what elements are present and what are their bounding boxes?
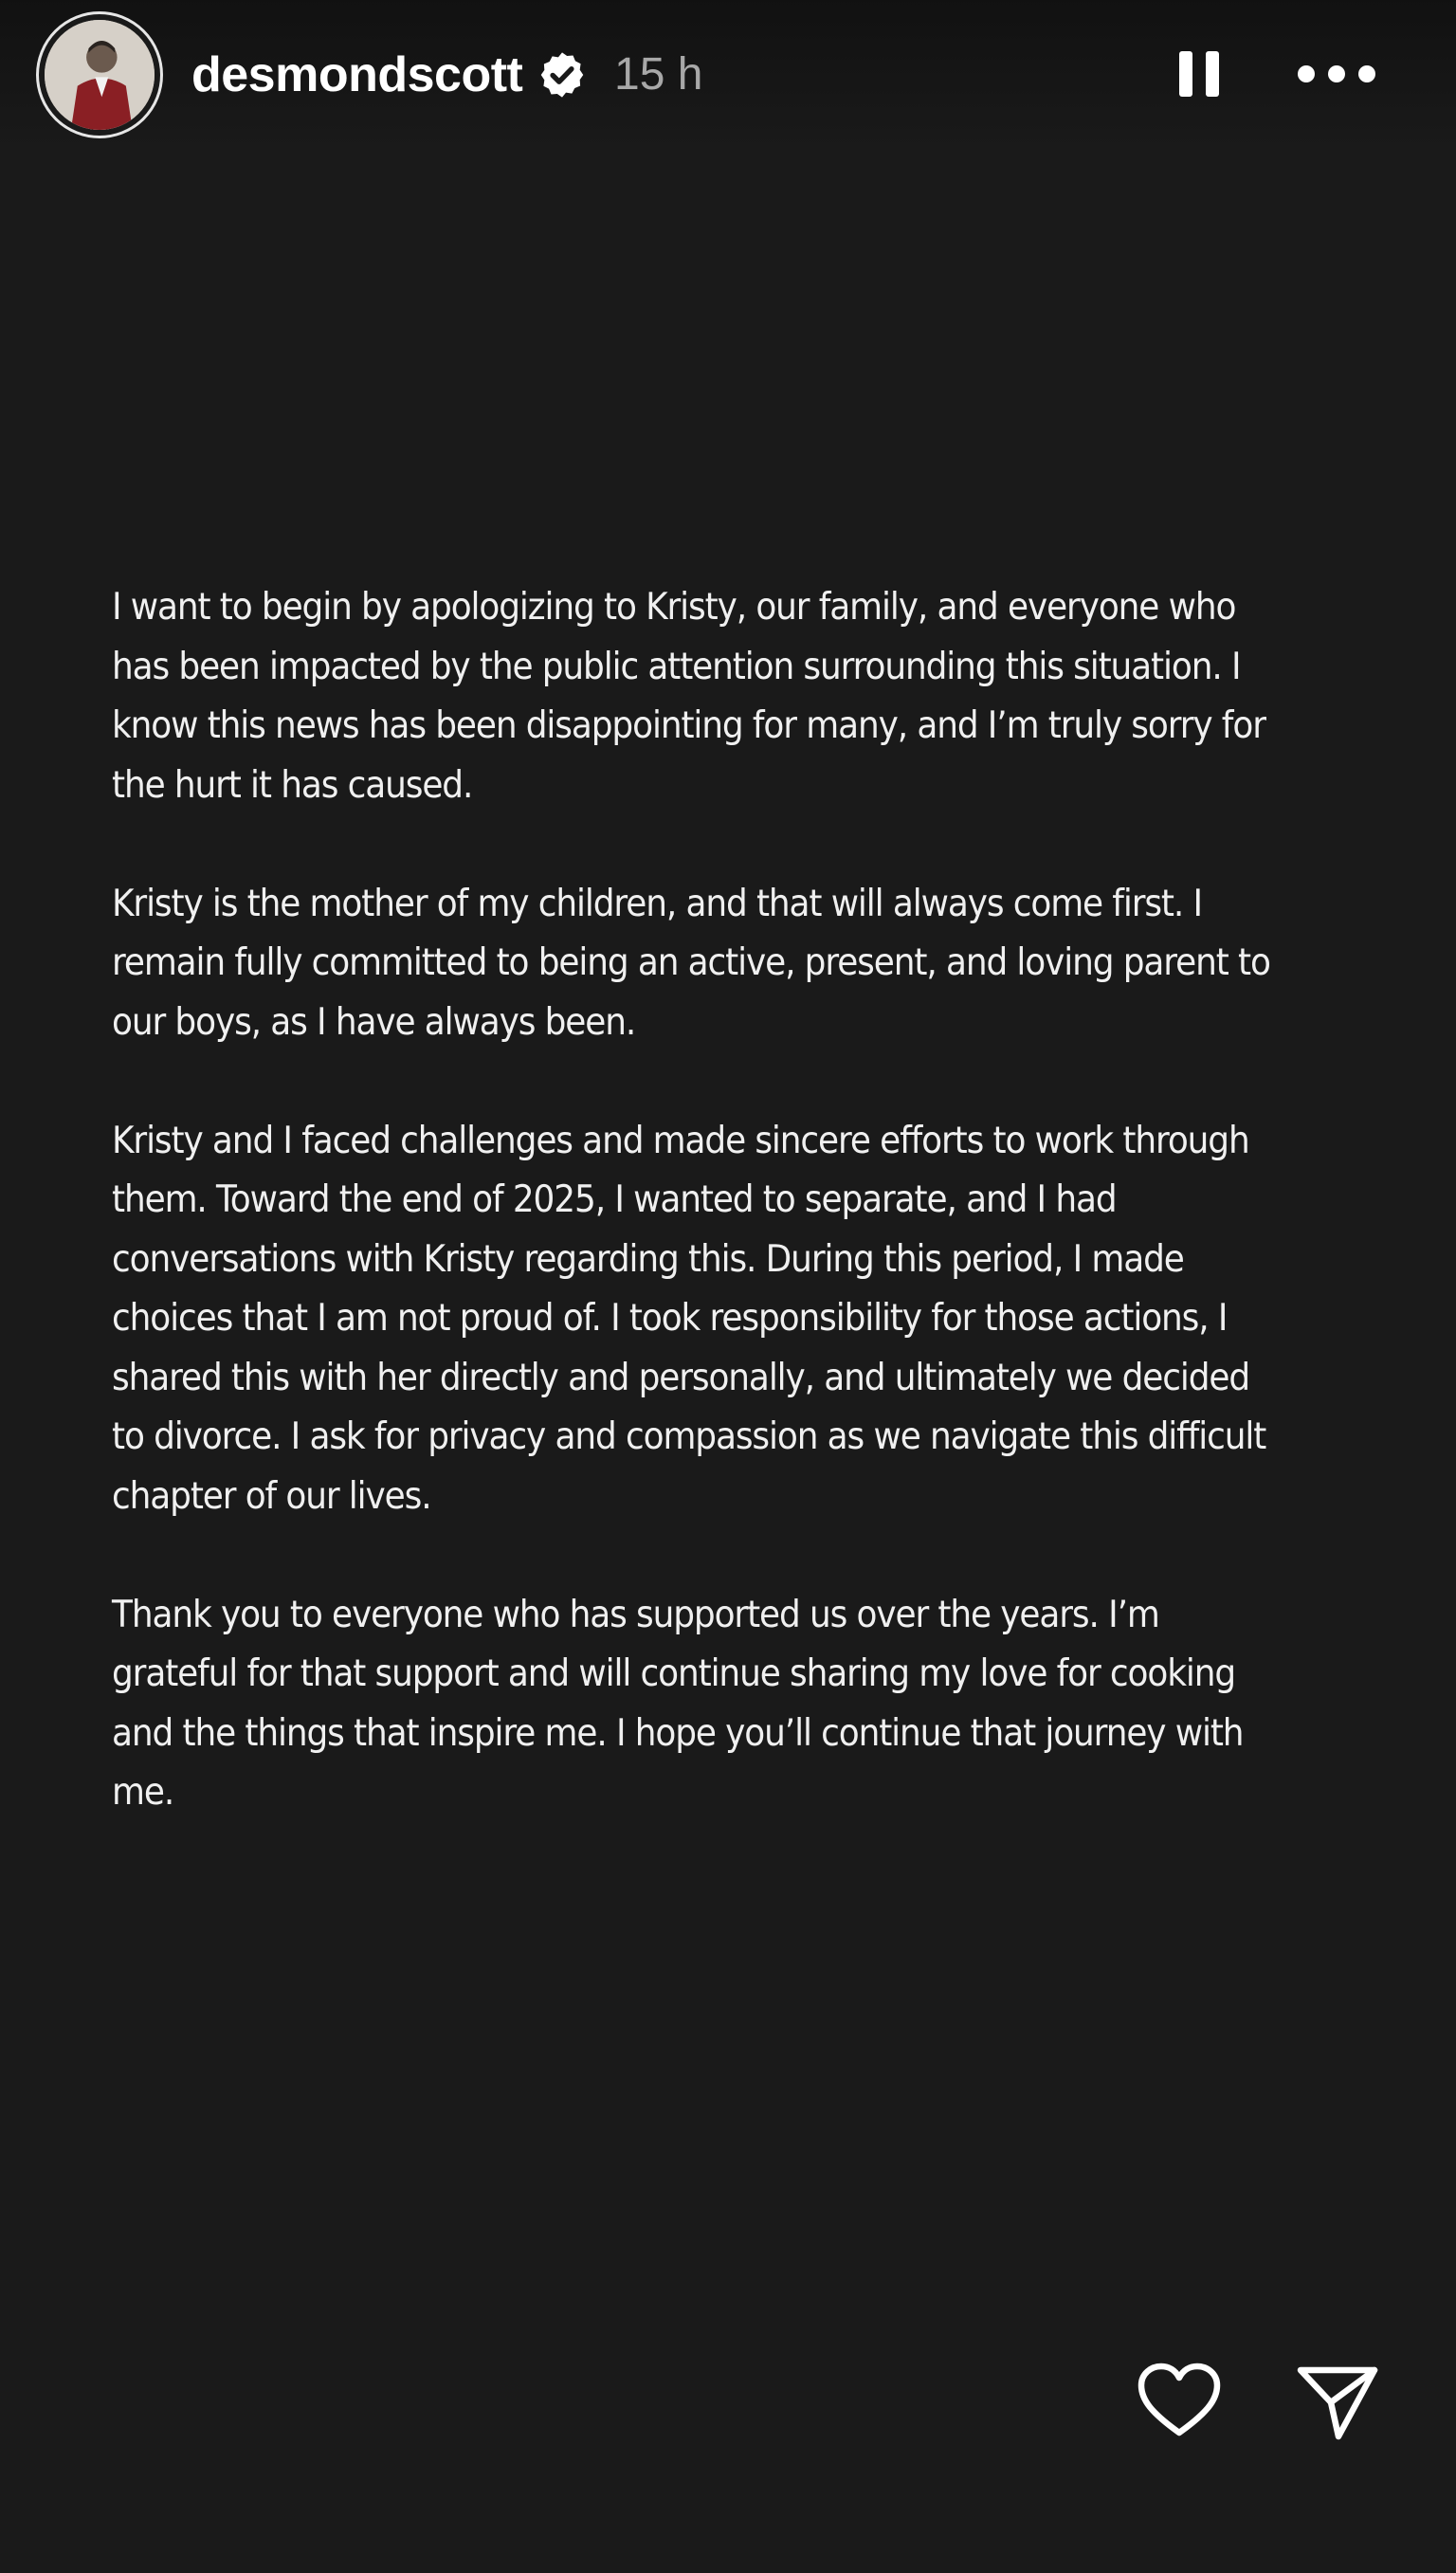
more-horizontal-icon[interactable]: [1289, 38, 1384, 110]
statement-paragraph-2: Kristy is the mother of my children, and that will always come first. I remain fully committed to being an active, present, and loving parent to our boys, as I have always been.: [112, 882, 1270, 1044]
story-timestamp: 15 h: [614, 49, 703, 100]
statement-paragraph-3: Kristy and I faced challenges and made sincere efforts to work through them. Toward the end of 2025, I wanted to separate, and I had conversations with Kristy regarding this. During this period, I made choices that I am not proud of. I took responsibility for those actions, I shared this with her directly and personally, and ultimately we decided to divorce. I ask for privacy and compassion as we navigate this difficult chapter of our lives.: [112, 1119, 1266, 1518]
story-header: [0, 0, 1456, 152]
send-icon[interactable]: [1291, 2355, 1382, 2446]
avatar[interactable]: [36, 11, 163, 138]
statement-text: [112, 578, 1272, 1823]
profile-photo: [45, 20, 155, 130]
statement-paragraph-1: I want to begin by apologizing to Kristy, our family, and everyone who has been impacted by the public attention surrounding this situation. I know this news has been disappointing for many, and I’m truly sorry for the hurt it has caused.: [112, 586, 1265, 807]
verified-badge-icon: [537, 49, 588, 100]
statement-paragraph-4: Thank you to everyone who has supported us over the years. I’m grateful for that support and will continue sharing my love for cooking and the things that inspire me. I hope you’ll continue that journey with me.: [112, 1593, 1244, 1814]
pause-icon[interactable]: [1164, 38, 1236, 110]
person-silhouette-icon: [45, 20, 155, 130]
username[interactable]: desmondscott: [191, 47, 523, 102]
heart-icon[interactable]: [1134, 2355, 1225, 2446]
